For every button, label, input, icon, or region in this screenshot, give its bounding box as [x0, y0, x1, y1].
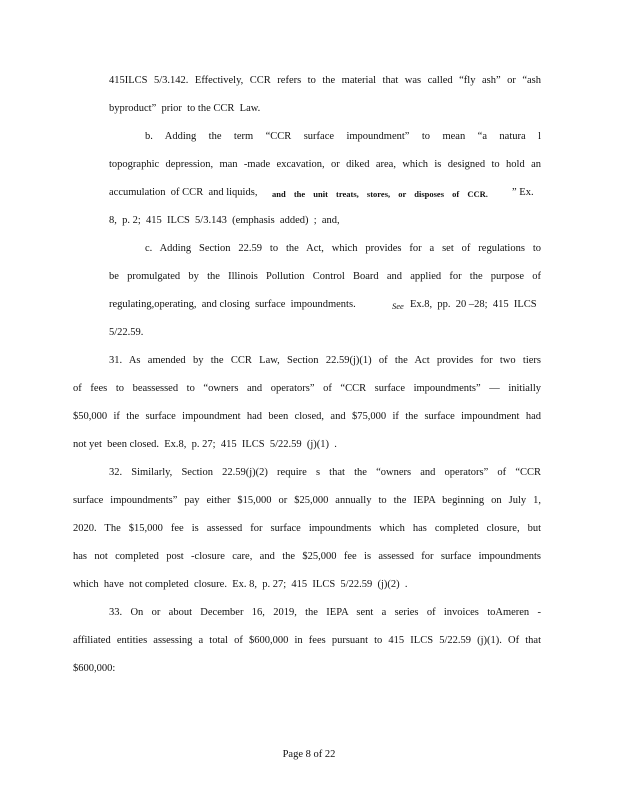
body-line: regulating,operating, and closing surface impoundments. — [109, 299, 356, 310]
paragraph-31: 31. As amended by the CCR Law, Section 22.59(j)(1) of the Act provides for two tiers — [109, 355, 541, 366]
body-line: topographic depression, man -made excavation, or diked area, which is designed to hold an — [109, 159, 541, 170]
body-line: which have not completed closure. Ex. 8, p. 27; 415 ILCS 5/22.59 (j)(2) . — [73, 579, 408, 590]
body-line: accumulation of CCR and liquids, — [109, 187, 258, 198]
paragraph-32: 32. Similarly, Section 22.59(j)(2) require s that the “owners and operators” of “CCR — [109, 467, 541, 478]
list-item-c: c. Adding Section 22.59 to the Act, which provides for a set of regulations to — [145, 243, 541, 254]
body-line: 415ILCS 5/3.142. Effectively, CCR refers to the material that was called “fly ash” or “ash — [109, 75, 541, 86]
body-line: affiliated entities assessing a total of $600,000 in fees pursuant to 415 ILCS 5/22.59 (j)(1). Of that — [73, 635, 541, 646]
body-line: $50,000 if the surface impoundment had been closed, and $75,000 if the surface impoundment had — [73, 411, 541, 422]
page-number-footer: Page 8 of 22 — [282, 749, 336, 760]
body-line: has not completed post -closure care, and the $25,000 fee is assessed for surface impoundments — [73, 551, 541, 562]
list-item-b: b. Adding the term “CCR surface impoundment” to mean “a natura l — [145, 131, 541, 142]
body-line: $600,000: — [73, 663, 116, 674]
body-line: of fees to beassessed to “owners and operators” of “CCR surface impoundments” — initially — [73, 383, 541, 394]
see-signal: See — [392, 301, 404, 311]
body-line: 2020. The $15,000 fee is assessed for surface impoundments which has completed closure, but — [73, 523, 541, 534]
emphasized-quote: and the unit treats, stores, or disposes of CCR. — [272, 189, 488, 199]
body-line: surface impoundments” pay either $15,000 or $25,000 annually to the IEPA beginning on July 1, — [73, 495, 541, 506]
body-line: 8, p. 2; 415 ILCS 5/3.143 (emphasis added) ; and, — [109, 215, 340, 226]
body-line: be promulgated by the Illinois Pollution Control Board and applied for the purpose of — [109, 271, 541, 282]
paragraph-33: 33. On or about December 16, 2019, the IEPA sent a series of invoices toAmeren - — [109, 607, 541, 618]
body-line: 5/22.59. — [109, 327, 144, 338]
body-line: ” Ex. — [512, 187, 534, 198]
body-line: not yet been closed. Ex.8, p. 27; 415 ILCS 5/22.59 (j)(1) . — [73, 439, 337, 450]
body-line: Ex.8, pp. 20 –28; 415 ILCS — [410, 299, 537, 310]
body-line: byproduct” prior to the CCR Law. — [109, 103, 261, 114]
